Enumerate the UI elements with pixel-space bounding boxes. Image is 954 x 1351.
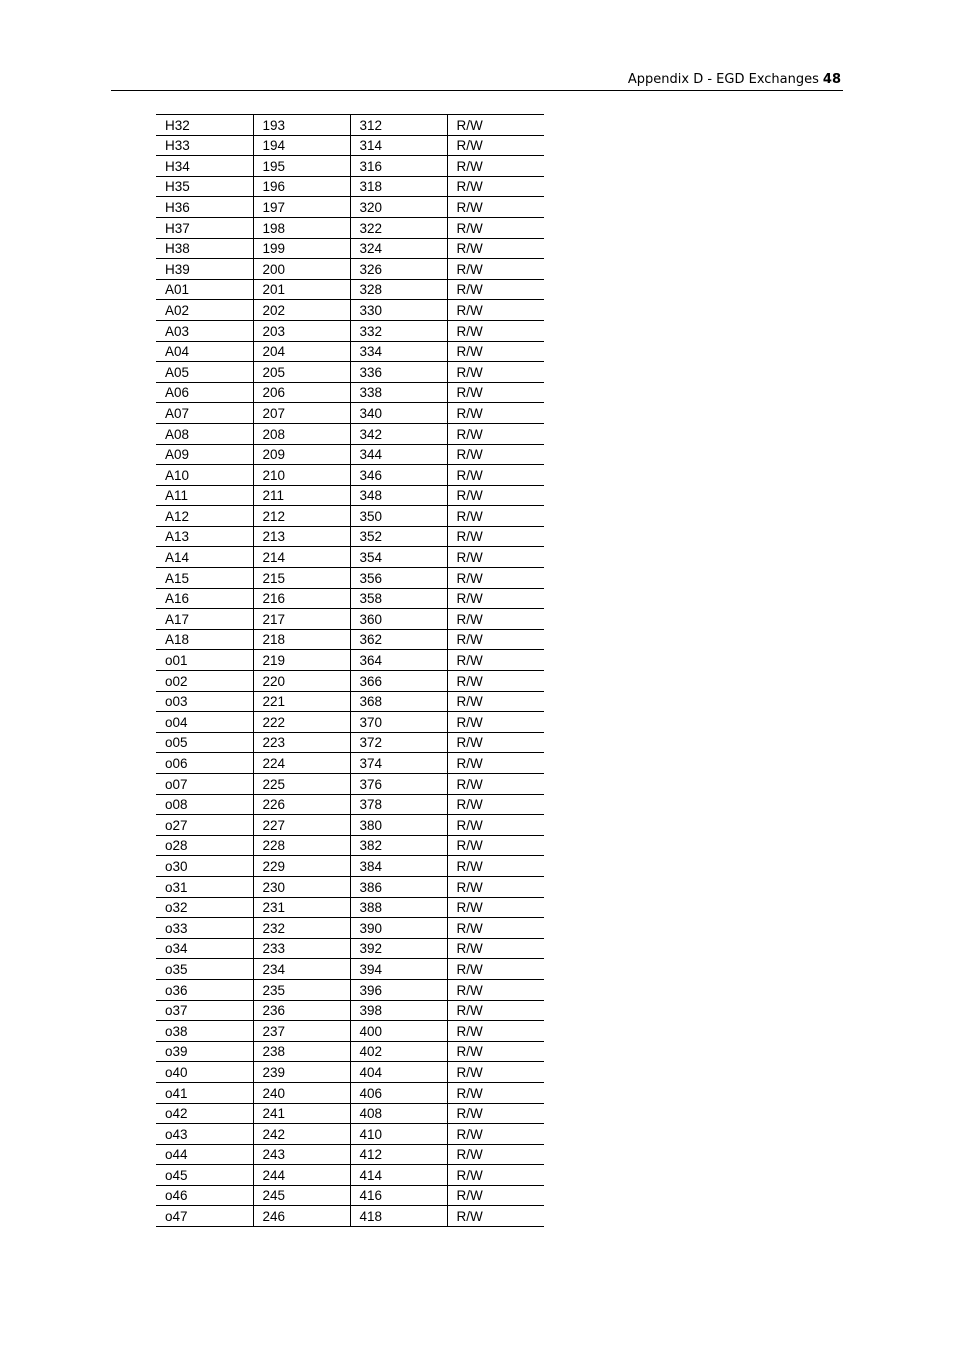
index-cell: 232	[253, 918, 350, 939]
access-cell: R/W	[447, 691, 544, 712]
access-cell: R/W	[447, 135, 544, 156]
table-row	[156, 341, 544, 362]
table-row	[156, 588, 544, 609]
name-cell: o42	[156, 1103, 253, 1124]
name-cell: H34	[156, 156, 253, 177]
table-row	[156, 1165, 544, 1186]
name-cell: o37	[156, 1000, 253, 1021]
name-cell: o33	[156, 918, 253, 939]
index-cell: 223	[253, 732, 350, 753]
table-row	[156, 547, 544, 568]
access-cell: R/W	[447, 1124, 544, 1145]
index-cell: 209	[253, 444, 350, 465]
table-row	[156, 382, 544, 403]
name-cell: A16	[156, 588, 253, 609]
index-cell: 203	[253, 320, 350, 341]
name-cell: A06	[156, 382, 253, 403]
address-cell: 324	[350, 238, 447, 259]
name-cell: H32	[156, 115, 253, 136]
name-cell: o43	[156, 1124, 253, 1145]
access-cell: R/W	[447, 197, 544, 218]
index-cell: 230	[253, 876, 350, 897]
name-cell: o08	[156, 794, 253, 815]
index-cell: 246	[253, 1206, 350, 1227]
name-cell: o40	[156, 1062, 253, 1083]
name-cell: A13	[156, 526, 253, 547]
access-cell: R/W	[447, 485, 544, 506]
index-cell: 228	[253, 835, 350, 856]
address-cell: 316	[350, 156, 447, 177]
index-cell: 195	[253, 156, 350, 177]
access-cell: R/W	[447, 876, 544, 897]
table-row	[156, 1000, 544, 1021]
name-cell: A17	[156, 609, 253, 630]
table-row	[156, 526, 544, 547]
access-cell: R/W	[447, 320, 544, 341]
address-cell: 402	[350, 1041, 447, 1062]
access-cell: R/W	[447, 794, 544, 815]
access-cell: R/W	[447, 1021, 544, 1042]
name-cell: H35	[156, 176, 253, 197]
name-cell: A15	[156, 568, 253, 589]
name-cell: A10	[156, 465, 253, 486]
table-row	[156, 1124, 544, 1145]
access-cell: R/W	[447, 238, 544, 259]
address-cell: 414	[350, 1165, 447, 1186]
address-cell: 346	[350, 465, 447, 486]
index-cell: 196	[253, 176, 350, 197]
name-cell: A03	[156, 320, 253, 341]
address-cell: 380	[350, 815, 447, 836]
index-cell: 244	[253, 1165, 350, 1186]
table-row	[156, 876, 544, 897]
index-cell: 198	[253, 217, 350, 238]
address-cell: 374	[350, 753, 447, 774]
access-cell: R/W	[447, 650, 544, 671]
table-row	[156, 897, 544, 918]
exchange-table	[156, 114, 544, 1227]
name-cell: o44	[156, 1144, 253, 1165]
access-cell: R/W	[447, 156, 544, 177]
name-cell: A12	[156, 506, 253, 527]
access-cell: R/W	[447, 403, 544, 424]
index-cell: 231	[253, 897, 350, 918]
access-cell: R/W	[447, 526, 544, 547]
address-cell: 314	[350, 135, 447, 156]
table-row	[156, 444, 544, 465]
access-cell: R/W	[447, 959, 544, 980]
table-row	[156, 979, 544, 1000]
name-cell: A14	[156, 547, 253, 568]
name-cell: H37	[156, 217, 253, 238]
table-row	[156, 1103, 544, 1124]
access-cell: R/W	[447, 423, 544, 444]
index-cell: 240	[253, 1082, 350, 1103]
index-cell: 219	[253, 650, 350, 671]
address-cell: 378	[350, 794, 447, 815]
table-row	[156, 835, 544, 856]
address-cell: 368	[350, 691, 447, 712]
name-cell: H36	[156, 197, 253, 218]
access-cell: R/W	[447, 979, 544, 1000]
name-cell: H38	[156, 238, 253, 259]
table-row	[156, 259, 544, 280]
name-cell: o38	[156, 1021, 253, 1042]
access-cell: R/W	[447, 671, 544, 692]
index-cell: 211	[253, 485, 350, 506]
index-cell: 225	[253, 774, 350, 795]
index-cell: 243	[253, 1144, 350, 1165]
address-cell: 350	[350, 506, 447, 527]
index-cell: 200	[253, 259, 350, 280]
index-cell: 224	[253, 753, 350, 774]
access-cell: R/W	[447, 362, 544, 383]
table-row	[156, 300, 544, 321]
address-cell: 382	[350, 835, 447, 856]
index-cell: 245	[253, 1185, 350, 1206]
access-cell: R/W	[447, 115, 544, 136]
address-cell: 362	[350, 629, 447, 650]
name-cell: o36	[156, 979, 253, 1000]
address-cell: 332	[350, 320, 447, 341]
table-row	[156, 732, 544, 753]
index-cell: 206	[253, 382, 350, 403]
index-cell: 205	[253, 362, 350, 383]
name-cell: o34	[156, 938, 253, 959]
table-row	[156, 1185, 544, 1206]
index-cell: 226	[253, 794, 350, 815]
access-cell: R/W	[447, 938, 544, 959]
index-cell: 229	[253, 856, 350, 877]
access-cell: R/W	[447, 856, 544, 877]
access-cell: R/W	[447, 465, 544, 486]
index-cell: 194	[253, 135, 350, 156]
address-cell: 390	[350, 918, 447, 939]
name-cell: o35	[156, 959, 253, 980]
name-cell: A02	[156, 300, 253, 321]
table-row	[156, 609, 544, 630]
address-cell: 412	[350, 1144, 447, 1165]
table-row	[156, 403, 544, 424]
address-cell: 342	[350, 423, 447, 444]
index-cell: 201	[253, 279, 350, 300]
access-cell: R/W	[447, 1000, 544, 1021]
index-cell: 218	[253, 629, 350, 650]
name-cell: o04	[156, 712, 253, 733]
name-cell: o31	[156, 876, 253, 897]
name-cell: o28	[156, 835, 253, 856]
access-cell: R/W	[447, 835, 544, 856]
access-cell: R/W	[447, 1144, 544, 1165]
table-row	[156, 1041, 544, 1062]
index-cell: 242	[253, 1124, 350, 1145]
table-row	[156, 650, 544, 671]
address-cell: 344	[350, 444, 447, 465]
table-row	[156, 115, 544, 136]
address-cell: 400	[350, 1021, 447, 1042]
address-cell: 394	[350, 959, 447, 980]
access-cell: R/W	[447, 1206, 544, 1227]
table-row	[156, 320, 544, 341]
address-cell: 360	[350, 609, 447, 630]
table-row	[156, 959, 544, 980]
index-cell: 208	[253, 423, 350, 444]
address-cell: 372	[350, 732, 447, 753]
address-cell: 408	[350, 1103, 447, 1124]
name-cell: A07	[156, 403, 253, 424]
name-cell: A09	[156, 444, 253, 465]
address-cell: 358	[350, 588, 447, 609]
index-cell: 236	[253, 1000, 350, 1021]
index-cell: 239	[253, 1062, 350, 1083]
table-row	[156, 815, 544, 836]
table-row	[156, 938, 544, 959]
address-cell: 386	[350, 876, 447, 897]
index-cell: 234	[253, 959, 350, 980]
access-cell: R/W	[447, 568, 544, 589]
address-cell: 348	[350, 485, 447, 506]
index-cell: 193	[253, 115, 350, 136]
address-cell: 340	[350, 403, 447, 424]
address-cell: 334	[350, 341, 447, 362]
index-cell: 227	[253, 815, 350, 836]
table-row	[156, 1082, 544, 1103]
access-cell: R/W	[447, 1041, 544, 1062]
address-cell: 312	[350, 115, 447, 136]
index-cell: 222	[253, 712, 350, 733]
index-cell: 221	[253, 691, 350, 712]
address-cell: 326	[350, 259, 447, 280]
access-cell: R/W	[447, 444, 544, 465]
index-cell: 214	[253, 547, 350, 568]
name-cell: o06	[156, 753, 253, 774]
table-row	[156, 423, 544, 444]
name-cell: H39	[156, 259, 253, 280]
access-cell: R/W	[447, 176, 544, 197]
access-cell: R/W	[447, 506, 544, 527]
table-row	[156, 691, 544, 712]
name-cell: A11	[156, 485, 253, 506]
index-cell: 215	[253, 568, 350, 589]
address-cell: 330	[350, 300, 447, 321]
table-row	[156, 568, 544, 589]
access-cell: R/W	[447, 609, 544, 630]
access-cell: R/W	[447, 279, 544, 300]
access-cell: R/W	[447, 217, 544, 238]
address-cell: 322	[350, 217, 447, 238]
address-cell: 366	[350, 671, 447, 692]
page-number: 48	[822, 72, 841, 87]
address-cell: 354	[350, 547, 447, 568]
access-cell: R/W	[447, 382, 544, 403]
table-row	[156, 176, 544, 197]
index-cell: 237	[253, 1021, 350, 1042]
access-cell: R/W	[447, 1185, 544, 1206]
table-row	[156, 712, 544, 733]
name-cell: o41	[156, 1082, 253, 1103]
name-cell: o07	[156, 774, 253, 795]
name-cell: A08	[156, 423, 253, 444]
address-cell: 388	[350, 897, 447, 918]
table-row	[156, 856, 544, 877]
access-cell: R/W	[447, 300, 544, 321]
name-cell: o47	[156, 1206, 253, 1227]
table-row	[156, 671, 544, 692]
name-cell: o03	[156, 691, 253, 712]
access-cell: R/W	[447, 1082, 544, 1103]
access-cell: R/W	[447, 341, 544, 362]
address-cell: 376	[350, 774, 447, 795]
name-cell: o32	[156, 897, 253, 918]
index-cell: 216	[253, 588, 350, 609]
address-cell: 416	[350, 1185, 447, 1206]
access-cell: R/W	[447, 1062, 544, 1083]
index-cell: 204	[253, 341, 350, 362]
address-cell: 338	[350, 382, 447, 403]
table-row	[156, 238, 544, 259]
access-cell: R/W	[447, 897, 544, 918]
table-body	[156, 115, 544, 1227]
access-cell: R/W	[447, 732, 544, 753]
table-row	[156, 753, 544, 774]
index-cell: 212	[253, 506, 350, 527]
address-cell: 370	[350, 712, 447, 733]
table-row	[156, 156, 544, 177]
table-row	[156, 135, 544, 156]
address-cell: 418	[350, 1206, 447, 1227]
page-header	[111, 70, 843, 91]
table-row	[156, 506, 544, 527]
index-cell: 235	[253, 979, 350, 1000]
index-cell: 197	[253, 197, 350, 218]
address-cell: 356	[350, 568, 447, 589]
index-cell: 217	[253, 609, 350, 630]
access-cell: R/W	[447, 1165, 544, 1186]
index-cell: 213	[253, 526, 350, 547]
index-cell: 207	[253, 403, 350, 424]
table-row	[156, 1206, 544, 1227]
access-cell: R/W	[447, 547, 544, 568]
name-cell: o05	[156, 732, 253, 753]
table-row	[156, 485, 544, 506]
index-cell: 199	[253, 238, 350, 259]
index-cell: 220	[253, 671, 350, 692]
name-cell: A05	[156, 362, 253, 383]
address-cell: 410	[350, 1124, 447, 1145]
header-text	[628, 72, 841, 87]
name-cell: o46	[156, 1185, 253, 1206]
index-cell: 233	[253, 938, 350, 959]
name-cell: H33	[156, 135, 253, 156]
name-cell: o02	[156, 671, 253, 692]
access-cell: R/W	[447, 629, 544, 650]
table-row	[156, 629, 544, 650]
access-cell: R/W	[447, 815, 544, 836]
name-cell: A01	[156, 279, 253, 300]
header-title: Appendix D - EGD Exchanges	[627, 72, 819, 87]
access-cell: R/W	[447, 712, 544, 733]
table-row	[156, 1021, 544, 1042]
address-cell: 398	[350, 1000, 447, 1021]
name-cell: A18	[156, 629, 253, 650]
name-cell: o45	[156, 1165, 253, 1186]
table-row	[156, 918, 544, 939]
access-cell: R/W	[447, 588, 544, 609]
index-cell: 202	[253, 300, 350, 321]
access-cell: R/W	[447, 774, 544, 795]
address-cell: 352	[350, 526, 447, 547]
address-cell: 404	[350, 1062, 447, 1083]
address-cell: 318	[350, 176, 447, 197]
access-cell: R/W	[447, 753, 544, 774]
table-row	[156, 794, 544, 815]
table-row	[156, 1062, 544, 1083]
name-cell: o39	[156, 1041, 253, 1062]
table-row	[156, 1144, 544, 1165]
address-cell: 406	[350, 1082, 447, 1103]
name-cell: o01	[156, 650, 253, 671]
name-cell: o27	[156, 815, 253, 836]
address-cell: 364	[350, 650, 447, 671]
table-row	[156, 362, 544, 383]
address-cell: 328	[350, 279, 447, 300]
table-row	[156, 197, 544, 218]
address-cell: 392	[350, 938, 447, 959]
access-cell: R/W	[447, 259, 544, 280]
address-cell: 336	[350, 362, 447, 383]
table-row	[156, 217, 544, 238]
access-cell: R/W	[447, 1103, 544, 1124]
name-cell: o30	[156, 856, 253, 877]
address-cell: 320	[350, 197, 447, 218]
index-cell: 238	[253, 1041, 350, 1062]
address-cell: 384	[350, 856, 447, 877]
table-row	[156, 774, 544, 795]
index-cell: 241	[253, 1103, 350, 1124]
name-cell: A04	[156, 341, 253, 362]
access-cell: R/W	[447, 918, 544, 939]
address-cell: 396	[350, 979, 447, 1000]
index-cell: 210	[253, 465, 350, 486]
table-row	[156, 279, 544, 300]
table-row	[156, 465, 544, 486]
